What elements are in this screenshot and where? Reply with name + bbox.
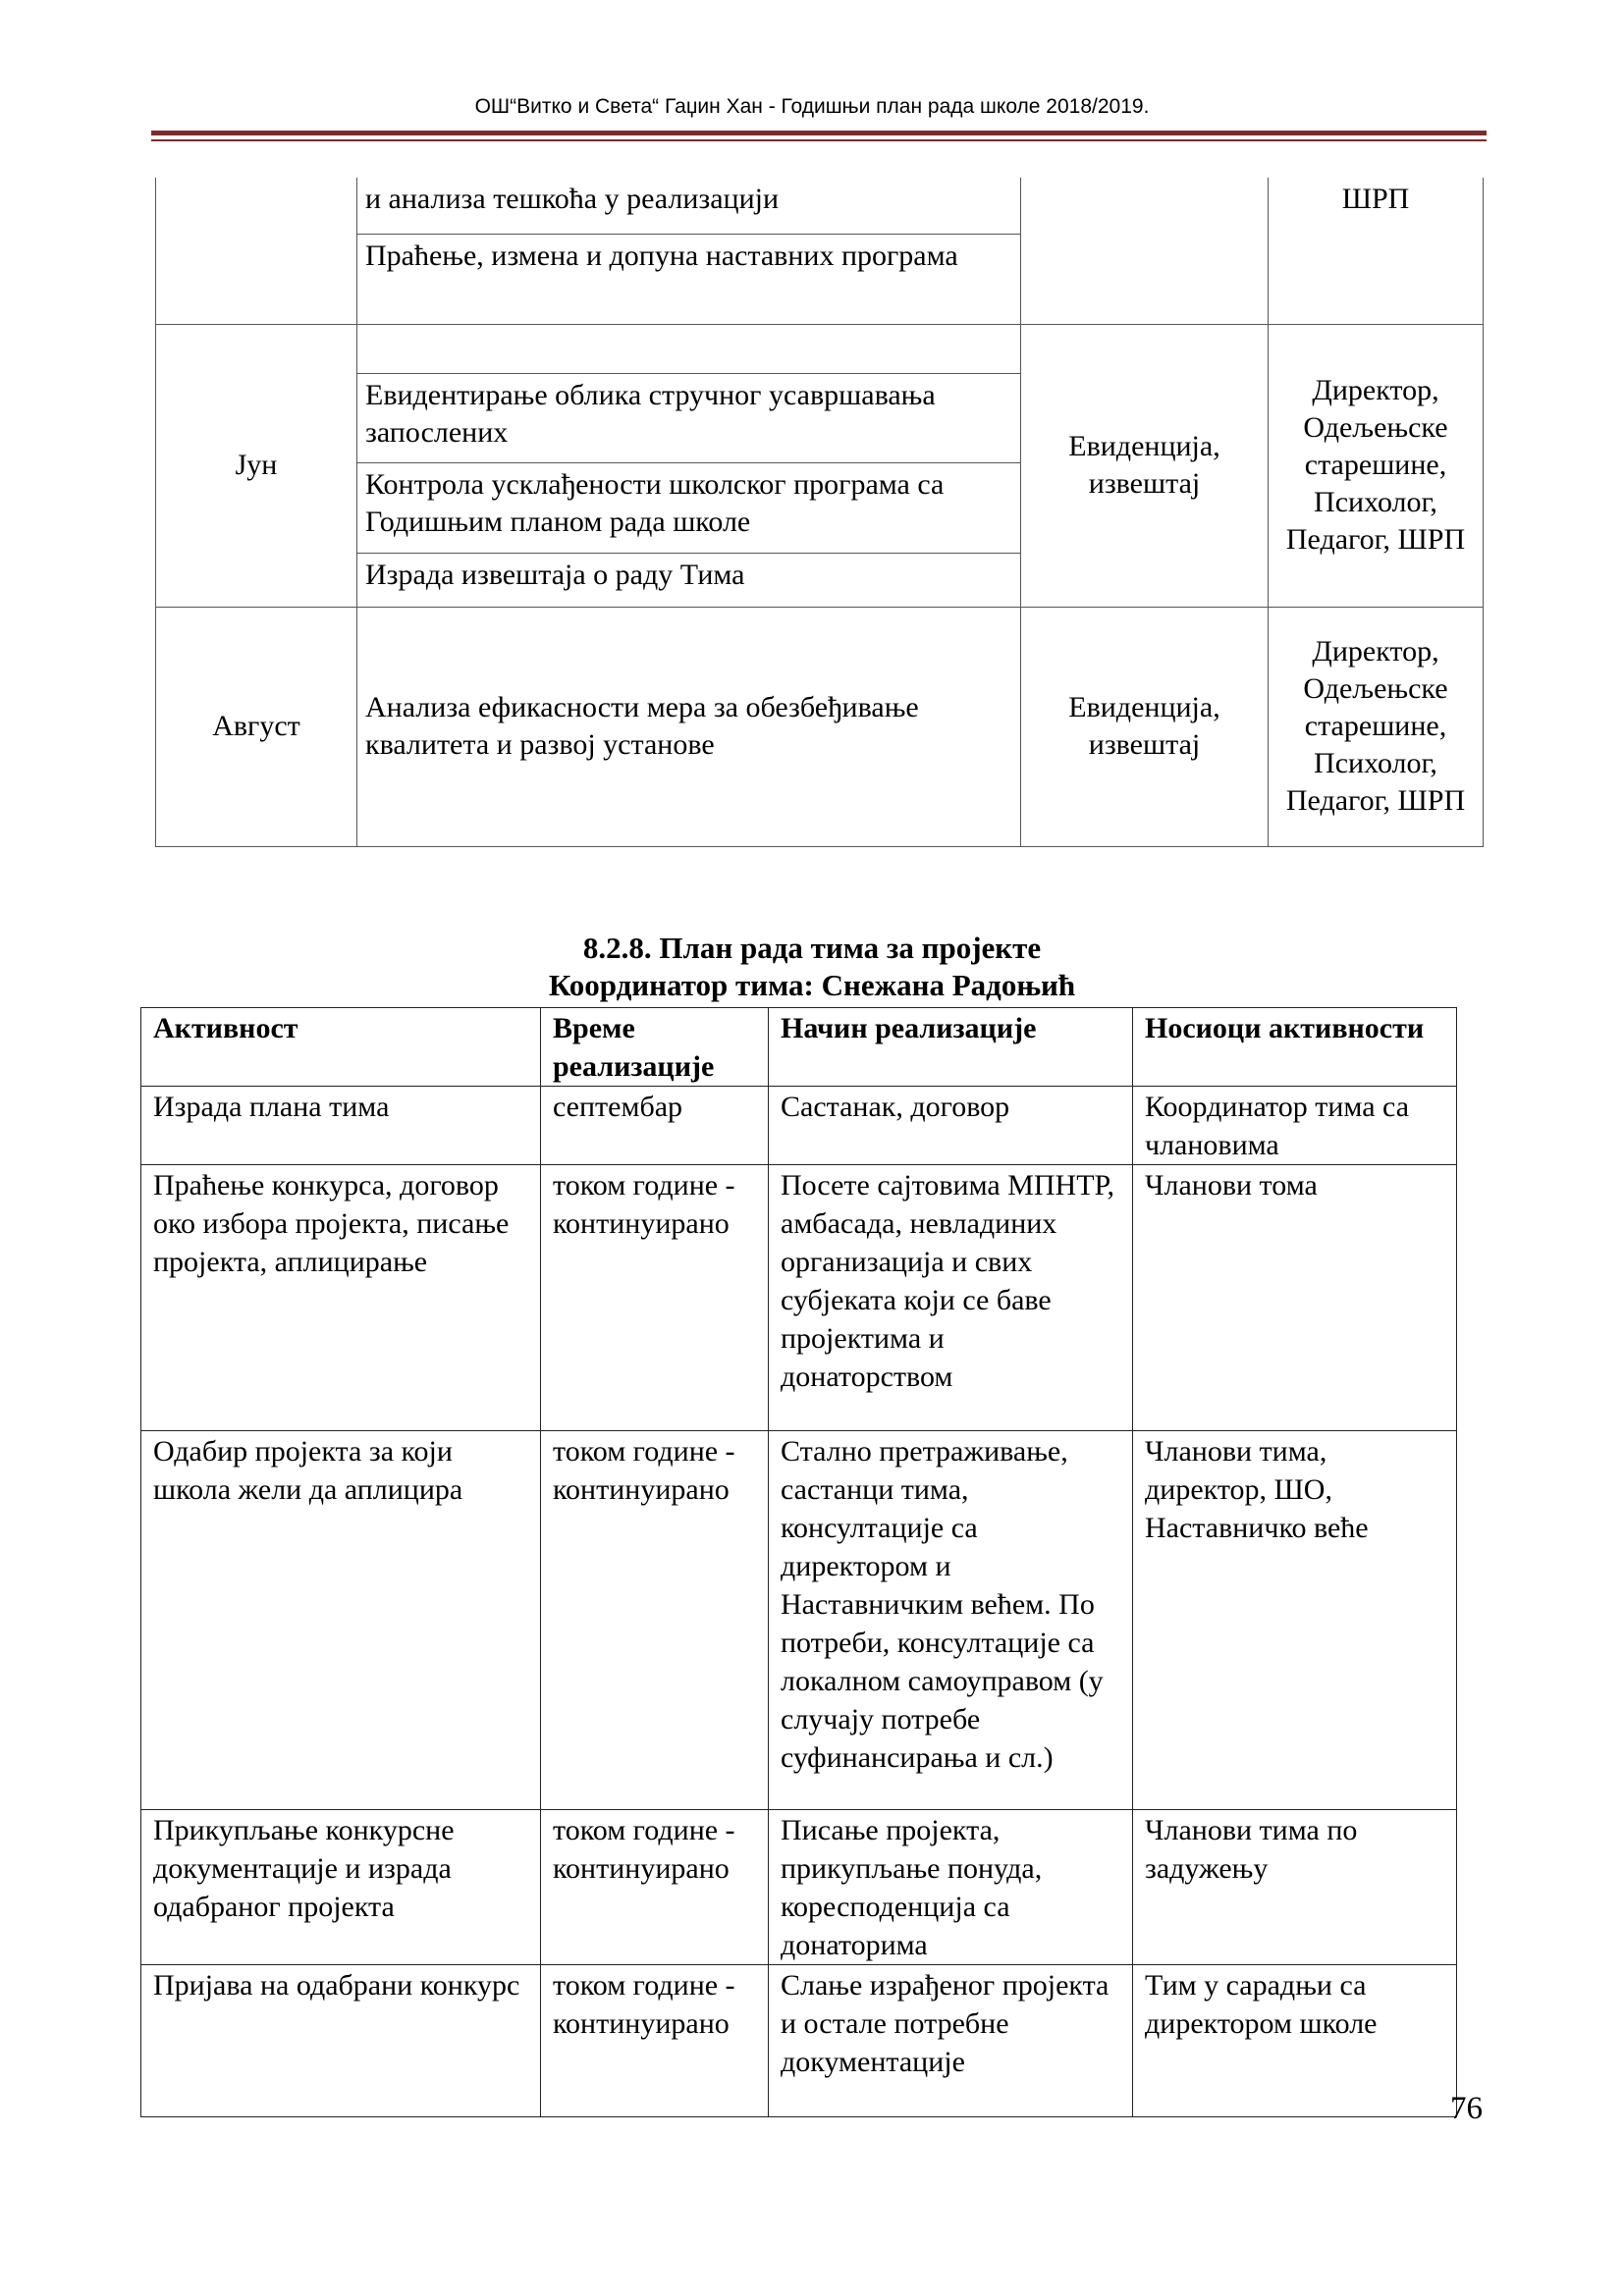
table-cell: Посете сајтовима МПНТР, амбасада, невладиних организација и свих субјеката који се баве пројектима и донаторством — [769, 1165, 1133, 1431]
table-cell: Писање пројекта, прикупљање понуда, коресподенција са донаторима — [769, 1810, 1133, 1965]
quality-team-plan-table-continued — [155, 178, 1484, 847]
table-cell: Праћење конкурса, договор око избора пројекта, писање пројекта, аплицирање — [141, 1165, 541, 1431]
section-title: 8.2.8. План рада тима за пројекте — [582, 931, 1042, 965]
table-cell: и анализа тешкоћа у реализацији — [357, 178, 1021, 234]
table-cell: Август — [156, 607, 357, 846]
table-header-cell: Начин реализације — [769, 1008, 1133, 1087]
table-cell: Одабир пројекта за који школа жели да аплицира — [141, 1431, 541, 1810]
table-cell: Праћење, измена и допуна наставних програма — [357, 234, 1021, 324]
table-row — [141, 1810, 1457, 1965]
table-cell: током године - континуирано — [541, 1165, 769, 1431]
table-cell: Чланови тима, директор, ШО, Наставничко веће — [1133, 1431, 1457, 1810]
table-cell: Прикупљање конкурсне документације и израда одабраног пројекта — [141, 1810, 541, 1965]
table-cell: Директор, Одељењске старешине, Психолог, Педагог, ШРП — [1269, 607, 1484, 846]
table-cell: током године - континуирано — [541, 1965, 769, 2117]
table-header-cell: Време реализације — [541, 1008, 769, 1087]
table-cell: Директор, Одељењске старешине, Психолог, Педагог, ШРП — [1269, 324, 1484, 607]
table-cell: Евиденција, извештај — [1021, 607, 1269, 846]
header-rule-thin — [151, 139, 1487, 141]
table-row — [141, 1087, 1457, 1165]
table-cell: Евиденција, извештај — [1021, 324, 1269, 607]
table-cell: током године - континуирано — [541, 1810, 769, 1965]
table-cell: Евидентирање облика стручног усавршавања запослених — [357, 373, 1021, 462]
table-cell: током године - континуирано — [541, 1431, 769, 1810]
table-cell: Састанак, договор — [769, 1087, 1133, 1165]
table-cell: Анализа ефикасности мера за обезбеђивање квалитета и развој установе — [357, 607, 1021, 846]
table-cell — [357, 324, 1021, 373]
table-row — [141, 1165, 1457, 1431]
table-cell: Израда плана тима — [141, 1087, 541, 1165]
projects-team-plan-table — [140, 1007, 1457, 2117]
table-cell: Израда извештаја о раду Тима — [357, 553, 1021, 607]
table-row — [141, 1431, 1457, 1810]
table-cell: септембар — [541, 1087, 769, 1165]
page-header: ОШ“Витко и Света“ Гаџин Хан - Годишњи план рада школе 2018/2019. — [474, 95, 1150, 118]
table-cell: Слање израђеног пројекта и остале потребне документације — [769, 1965, 1133, 2117]
table-cell: Пријава на одабрани конкурс — [141, 1965, 541, 2117]
header-rule-thick — [151, 131, 1487, 135]
table-cell: Координатор тима са члановима — [1133, 1087, 1457, 1165]
table-cell: Чланови тома — [1133, 1165, 1457, 1431]
table-cell — [1021, 178, 1269, 324]
table-cell: ШРП — [1269, 178, 1484, 324]
table-cell: Стално претраживање, састанци тима, консултације са директором и Наставничким већем. По потреби, консултације са локалном самоуправом (у случају потребе суфинансирања и сл.) — [769, 1431, 1133, 1810]
table-cell: Јун — [156, 324, 357, 607]
table-cell: Контрола усклађености школског програма са Годишњим планом рада школе — [357, 462, 1021, 553]
table-row — [141, 1965, 1457, 2117]
section-coordinator: Координатор тима: Снежана Радоњић — [548, 968, 1076, 1002]
table-cell — [156, 178, 357, 324]
table-cell: Тим у сарадњи са директором школе — [1133, 1965, 1457, 2117]
table-header-cell: Активност — [141, 1008, 541, 1087]
page-number: 76 — [1450, 2091, 1483, 2126]
table-cell: Чланови тима по задужењу — [1133, 1810, 1457, 1965]
table-header-cell: Носиоци активности — [1133, 1008, 1457, 1087]
